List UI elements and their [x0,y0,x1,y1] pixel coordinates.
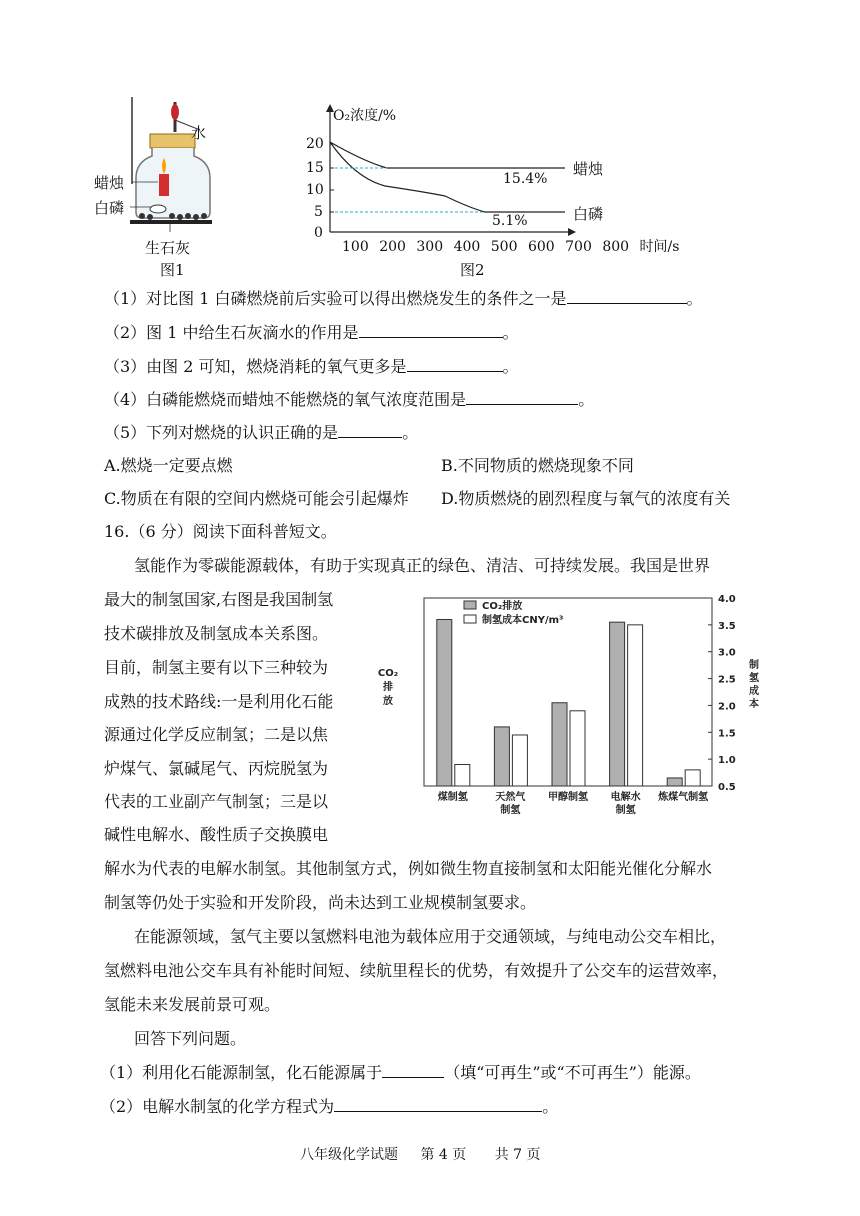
bar [610,622,625,786]
y-axis-label-right: 制 [749,660,759,671]
q15-option-c: C.物质在有限的空间内燃烧可能会引起爆炸 [104,489,409,508]
legend-label: 制氢成本CNY/m³ [482,615,564,626]
fig2-xtick: 600 [527,239,555,255]
bar [512,735,527,786]
y-axis-label-right: 氢 [749,673,759,684]
bar [494,727,509,786]
fig2-candle-series-label: 蜡烛 [573,160,604,178]
q16-para: 回答下列问题。 [134,1029,247,1048]
q16-para: 代表的工业副产气制氢；三是以 [104,792,329,811]
fig2-xtick: 700 [565,239,592,255]
answer-blank[interactable] [359,323,503,338]
fig2-caption: 图2 [460,261,485,279]
bar [552,703,567,786]
plot-frame [424,598,712,786]
fig2-ylabel: O₂浓度/% [333,108,397,124]
x-tick-label: 煤制氢 [437,792,468,803]
q16-para: 目前，制氢主要有以下三种较为 [104,658,329,677]
q16-para: 制氢等仍处于实验和开发阶段，尚未达到工业规模制氢要求。 [104,893,537,912]
bar [667,778,682,786]
bar [570,711,585,786]
x-tick-label: 炼煤气制氢 [658,792,709,803]
legend-swatch [464,601,476,609]
fig2-xtick: 300 [416,239,444,255]
fig2-xtick: 200 [379,239,406,255]
q16-heading: 16.（6 分）阅读下面科普短文。 [104,522,337,541]
legend-label: CO₂排放 [482,601,523,612]
q15-item-3: （3）由图 2 可知，燃烧消耗的氧气更多是 。 [104,357,519,376]
bar [628,625,643,786]
q15-option-a: A.燃烧一定要点燃 [104,456,233,475]
fig1-caption: 图1 [160,261,185,279]
q16-para: 源通过化学反应制氢；二是以焦 [104,725,329,744]
q16-para: 氢燃料电池公交车具有补能时间短、续航里程长的优势，有效提升了公交车的运营效率， [104,961,729,980]
y-tick-label: 2.5 [718,674,736,686]
x-tick-label: 甲醇制氢 [548,792,588,803]
answer-blank[interactable] [567,289,687,304]
y-tick-label: 1.0 [718,755,736,767]
bar [685,770,700,786]
q16-para: 成熟的技术路线:一是利用化石能 [104,692,334,711]
q15-option-d: D.物质燃烧的剧烈程度与氧气的浓度有关 [441,489,731,508]
footer-page: 第 4 页 [420,1147,467,1163]
page-footer [300,1144,541,1164]
x-tick-label: 天然气 [495,792,526,803]
q15-item-2: （2）图 1 中给生石灰滴水的作用是 。 [104,323,519,342]
y-axis-label-right: 本 [749,699,759,710]
q15-item-1: （1）对比图 1 白磷燃烧前后实验可以得出燃烧发生的条件之一是 。 [104,289,703,308]
y-tick-label: 3.5 [718,620,736,632]
y-tick-label: 2.0 [718,701,736,713]
fig1-candle-label: 蜡烛 [94,174,125,192]
y-tick-label: 4.0 [718,594,736,605]
q15-item-5: （5）下列对燃烧的认识正确的是 。 [104,423,419,442]
hydrogen-bar-chart [372,590,762,820]
fig2-phosphorus-series-label: 白磷 [573,205,604,223]
answer-blank[interactable] [338,423,402,438]
answer-blank[interactable] [466,390,578,405]
fig2-phosphorus-value: 5.1% [492,213,528,229]
x-tick-label: 制氢 [615,805,636,816]
footer-subject: 八年级化学试题 [300,1147,398,1163]
y-axis-label-left: CO₂ [377,668,399,679]
q16-para: 氢能作为零碳能源载体，有助于实现真正的绿色、清洁、可持续发展。我国是世界 [134,556,711,575]
answer-blank[interactable] [382,1063,444,1078]
bar [455,765,470,786]
fig2-xlabel: 时间/s [639,239,680,255]
fig2-ytick: 0 [314,225,323,241]
y-axis-label-right: 成 [749,686,759,697]
fig2-xtick: 400 [453,239,481,255]
q16-para: 碱性电解水、酸性质子交换膜电 [104,825,329,844]
fig2-ytick: 20 [306,136,324,152]
fig1-water-label: 水 [191,124,207,142]
x-tick-label: 制氢 [500,805,521,816]
fig2-xtick: 500 [490,239,518,255]
y-tick-label: 0.5 [718,782,736,793]
fig2-candle-value: 15.4% [503,171,548,187]
fig1-phosphorus-label: 白磷 [94,199,125,217]
q16-para: 炉煤气、氯碱尾气、丙烷脱氢为 [104,759,329,778]
fig1-lime-label: 生石灰 [145,239,191,257]
y-tick-label: 1.5 [718,728,736,740]
y-tick-label: 3.0 [718,647,736,659]
footer-total: 共 7 页 [494,1147,541,1163]
bar [437,619,452,786]
q16-para: 氢能未来发展前景可观。 [104,995,281,1014]
fig2-xtick: 800 [602,239,630,255]
fig2-xticks [342,236,679,256]
q16-para: 在能源领域，氢气主要以氢燃料电池为载体应用于交通领域，与纯电动公交车相比， [134,927,727,946]
q16-answer-2: （2）电解水制氢的化学方程式为 。 [100,1097,559,1116]
fig2-ytick: 5 [314,204,323,220]
q16-answer-1: （1）利用化石能源制氢，化石能源属于 （填“可再生”或“不可再生”）能源。 [100,1063,701,1082]
q15-option-b: B.不同物质的燃烧现象不同 [441,456,634,475]
q16-para: 技术碳排放及制氢成本关系图。 [104,624,329,643]
y-axis-label-left: 放 [383,696,393,707]
legend-swatch [464,615,476,623]
q16-para: 解水为代表的电解水制氢。其他制氢方式，例如微生物直接制氢和太阳能光催化分解水 [104,859,713,878]
fig2-ytick: 10 [306,182,324,198]
q16-para: 最大的制氢国家,右图是我国制氢 [104,590,334,609]
answer-blank[interactable] [407,357,503,372]
answer-blank[interactable] [334,1097,542,1112]
q15-item-4: （4）白磷能燃烧而蜡烛不能燃烧的氧气浓度范围是 。 [104,390,595,409]
x-tick-label: 电解水 [610,792,641,803]
fig2-ytick: 15 [306,160,324,176]
y-axis-label-left: 排 [383,682,393,693]
fig2-xtick: 100 [342,239,369,255]
